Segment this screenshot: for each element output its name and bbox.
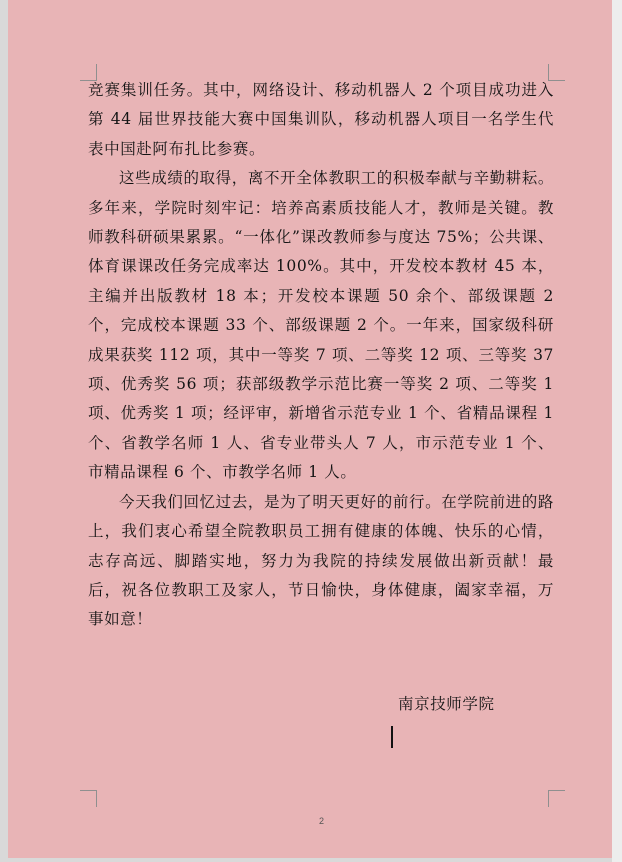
paragraph-achievements: 这些成绩的取得，离不开全体教职工的积极奉献与辛勤耕耘。多年来，学院时刻牢记：培养高素质技能人才，教师是关键。教师教科研硕果累累。“一体化”课改教师参与度达 75%；公共课、体育课课改任务完成率达 100%。其中，开发校本教材 45 本，主编并出版教材 18 本；开发校本课题 50 余个、部级课题 2 个，完成校本课题 33 个、部级课题 2 个。一年来，国家级科研成果获奖 112 项，其中一等奖 7 项、二等奖 12 项、三等奖 37 项、优秀奖 56 项；获部级教学示范比赛一等奖 2 项、二等奖 1 项、优秀奖 1 项；经评审，新增省示范专业 1 个、省精品课程 1 个、省教学名师 1 人、省专业带头人 7 人，市示范专业 1 个、市精品课程 6 个、市教学名师 1 人。 [88,169,554,482]
text-cursor [391,726,393,748]
document-page[interactable] [8,0,612,858]
window-right-edge [612,0,622,862]
margin-corner-mark-bottom-left [80,790,97,807]
page-number: 2 [319,816,325,826]
margin-corner-mark-bottom-right [548,790,565,807]
document-body[interactable] [88,76,554,635]
paragraph-closing: 今天我们回忆过去，是为了明天更好的前行。在学院前进的路上，我们衷心希望全院教职员工拥有健康的体魄、快乐的心情，志存高远、脚踏实地，努力为我院的持续发展做出新贡献！最后，祝各位教职工及家人，节日愉快，身体健康，阖家幸福，万事如意！ [88,492,554,629]
signature-organization: 南京技师学院 [398,695,495,713]
paragraph-continuation: 竞赛集训任务。其中，网络设计、移动机器人 2 个项目成功进入第 44 届世界技能大赛中国集训队，移动机器人项目一名学生代表中国赴阿布扎比参赛。 [88,81,554,158]
